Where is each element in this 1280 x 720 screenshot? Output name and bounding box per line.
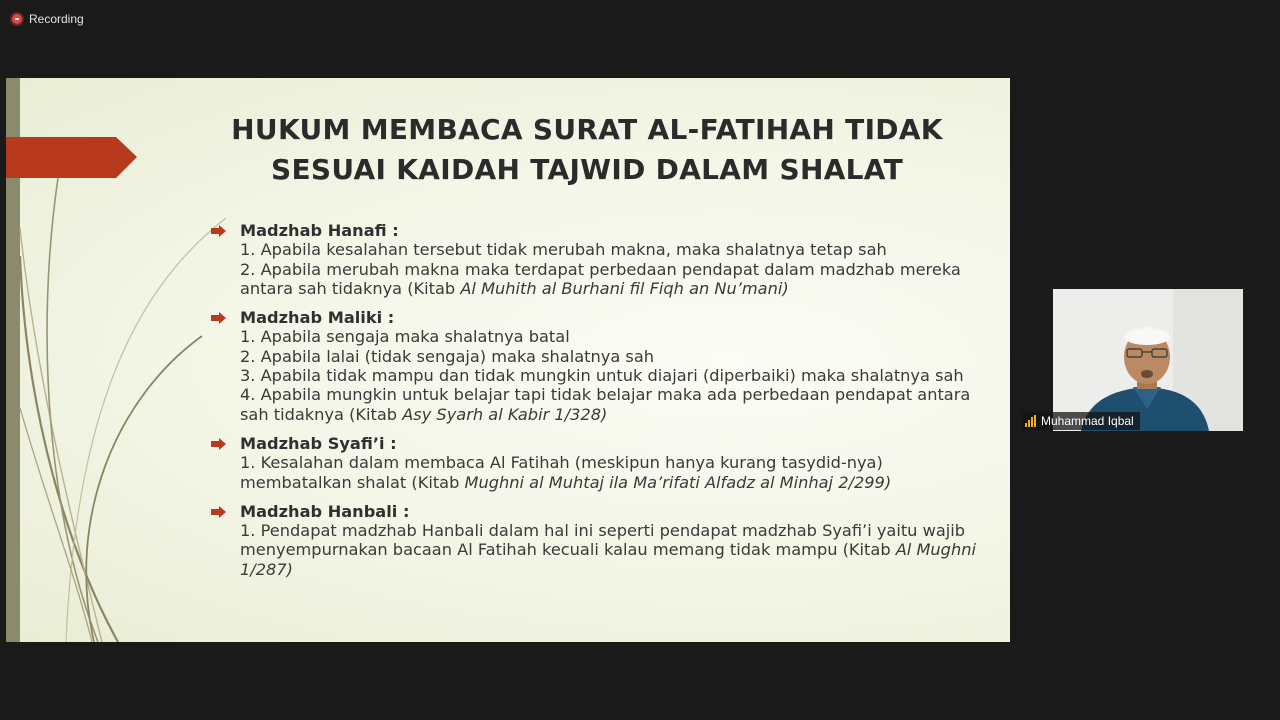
decorative-grass-curves [6,78,226,642]
ruling-text: 1. Pendapat madzhab Hanbali dalam hal ini seperti pendapat madzhab Syafi’i yaitu wajib menyempurnakan bacaan Al Fatihah kecuali kalau memang tidak mampu (Kitab [240,521,966,560]
slide-content [210,221,990,589]
kitab-reference: Al Mughni 1/287) [240,540,976,579]
madzhab-heading: Madzhab Hanafi : [240,221,399,240]
participant-name: Muhammad Iqbal [1041,414,1134,428]
ruling-line [240,347,990,366]
shared-screen-slide [6,78,1010,642]
ruling-line [240,385,990,424]
ruling-text: 1. Kesalahan dalam membaca Al Fatihah (meskipun hanya kurang tasydid-nya) membatalkan shalat (Kitab [240,453,883,492]
ruling-line [240,453,990,492]
signal-strength-icon [1025,415,1036,427]
ruling-line [240,260,990,299]
madzhab-heading: Madzhab Hanbali : [240,501,410,521]
arrow-bullet-icon [210,435,228,453]
kitab-reference: Asy Syarh al Kabir 1/328) [402,404,608,424]
madzhab-section [210,221,990,298]
kitab-reference: Al Muhith al Burhani fil Fiqh an Nu’mani) [460,278,789,298]
madzhab-section [210,434,990,492]
recording-indicator[interactable] [12,12,84,26]
ruling-line [240,521,990,579]
madzhab-heading: Madzhab Syafi’i : [240,433,397,453]
record-icon [12,14,22,24]
title-arrow-banner [6,137,137,178]
ruling-line [240,366,990,385]
arrow-bullet-icon [210,309,228,327]
ruling-text: 2. Apabila lalai (tidak sengaja) maka shalatnya sah [240,346,655,366]
arrow-bullet-icon [210,222,228,240]
ruling-text: 2. Apabila merubah makna maka terdapat perbedaan pendapat dalam madzhab mereka antara sah tidaknya (Kitab [240,259,961,298]
slide-title-line: HUKUM MEMBACA SURAT AL-FATIHAH TIDAK [231,113,943,146]
slide-title [200,110,974,190]
ruling-text: 3. Apabila tidak mampu dan tidak mungkin untuk diajari (diperbaiki) maka shalatnya sah [240,366,964,386]
participant-name-tag [1022,412,1140,430]
madzhab-section [210,502,990,579]
participant-video [1053,289,1243,431]
kitab-reference: Mughni al Muhtaj ila Ma’rifati Alfadz al Minhaj 2/299) [464,472,892,492]
ruling-text: 4. Apabila mungkin untuk belajar tapi tidak belajar maka ada perbedaan pendapat antara sah tidaknya (Kitab [240,385,971,424]
ruling-line [240,240,990,259]
slide-title-line: SESUAI KAIDAH TAJWID DALAM SHALAT [271,153,903,186]
participant-video-tile[interactable] [1053,289,1243,431]
recording-label: Recording [29,12,84,26]
arrow-bullet-icon [210,503,228,521]
ruling-line [240,327,990,346]
madzhab-heading: Madzhab Maliki : [240,308,395,328]
ruling-text: 1. Apabila sengaja maka shalatnya batal [240,327,570,347]
madzhab-section [210,308,990,424]
ruling-text: 1. Apabila kesalahan tersebut tidak merubah makna, maka shalatnya tetap sah [240,240,887,260]
